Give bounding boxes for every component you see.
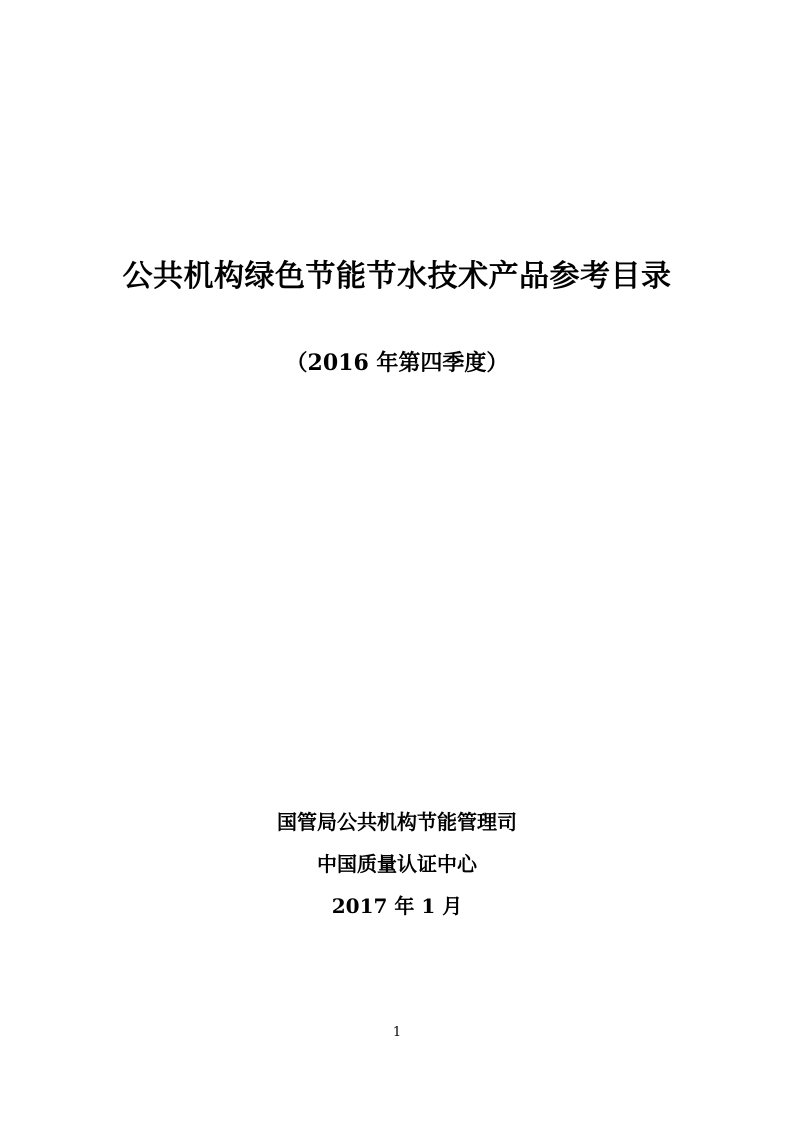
issuing-organization-2: 中国质量认证中心 [317, 852, 477, 876]
publication-date: 2017 年 1 月 [331, 894, 463, 918]
issuing-organization-1: 国管局公共机构节能管理司 [277, 810, 517, 834]
document-subtitle: （2016 年第四季度） [285, 350, 509, 376]
page-number: 1 [392, 1025, 402, 1040]
document-title: 公共机构绿色节能节水技术产品参考目录 [122, 259, 672, 294]
